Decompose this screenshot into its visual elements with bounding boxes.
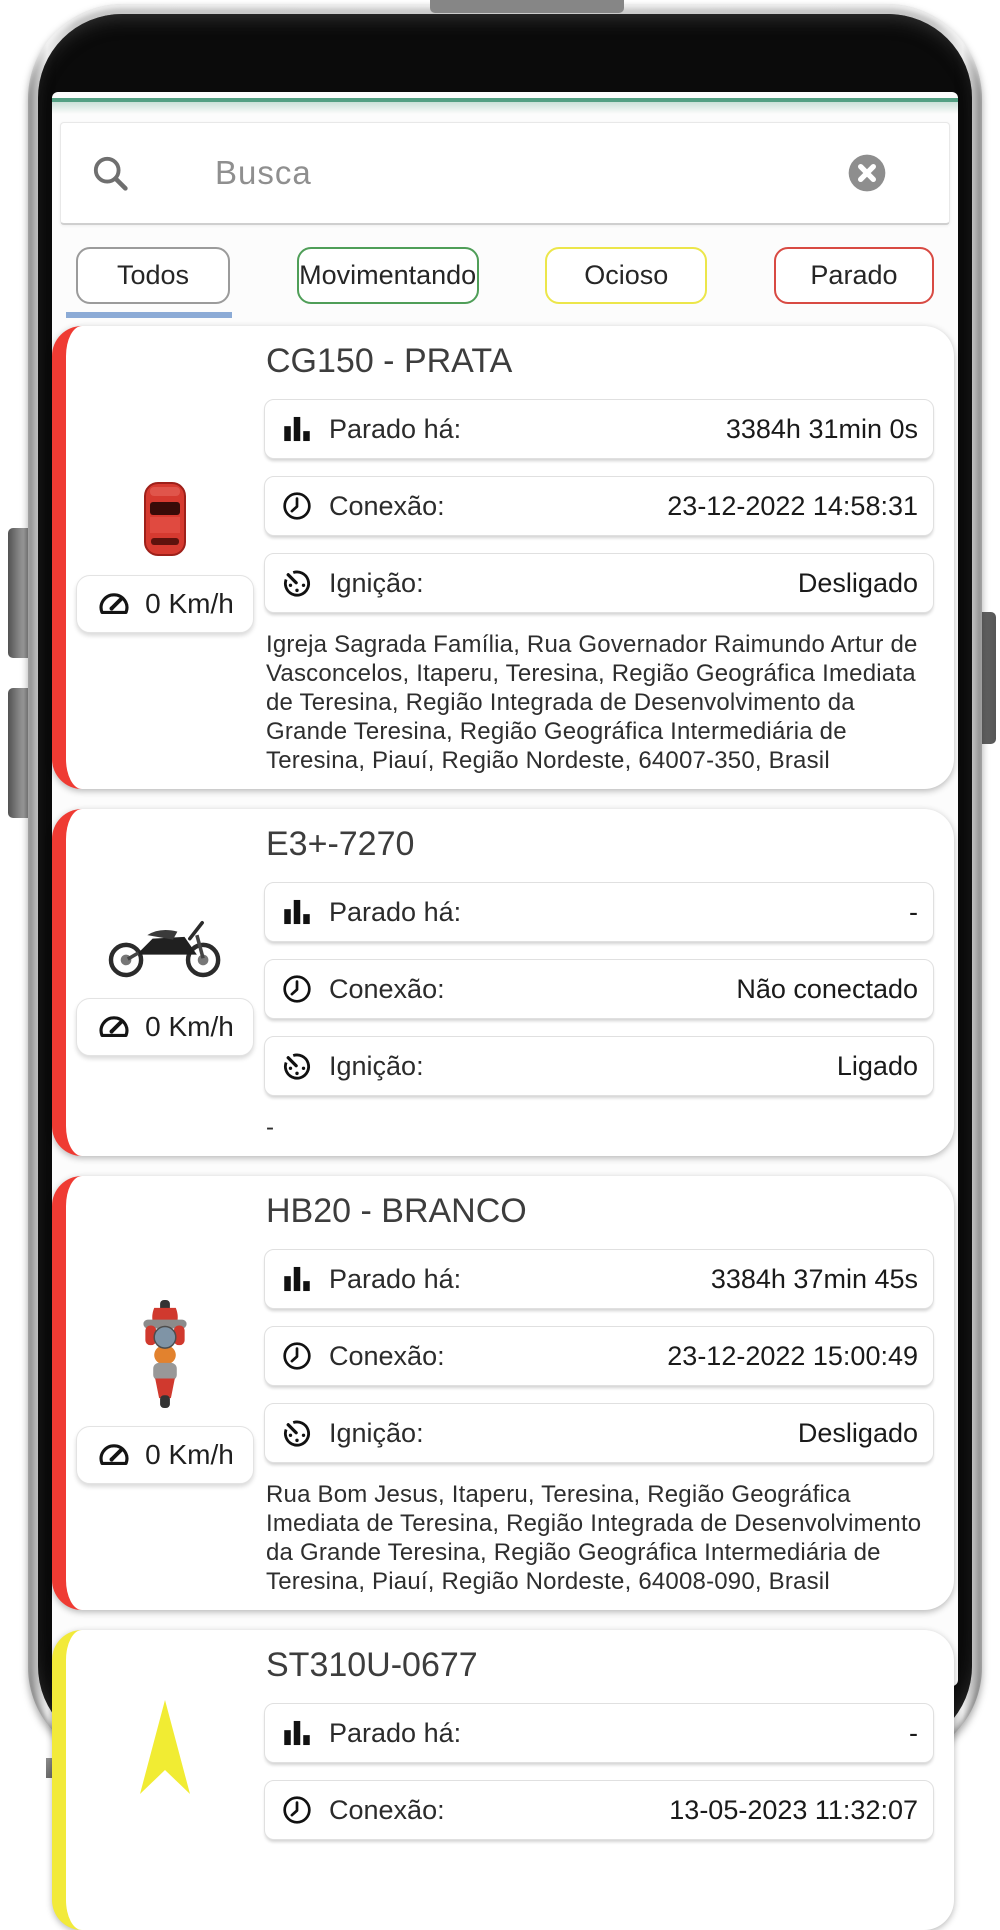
stopped-row [264, 399, 934, 459]
motorcycle-side-icon [103, 908, 227, 980]
vehicle-address: Rua Bom Jesus, Itaperu, Teresina, Região Geográfica Imediata de Teresina, Região Integrada de Desenvolvimento da Grande Teresina, Região Geográfica Intermediária de Teresina, Piauí, Região Nordeste, 64008-090, Brasil [266, 1481, 922, 1595]
speed-value: 0 Km/h [145, 1439, 234, 1470]
ignition-label: Ignição: [329, 1417, 424, 1448]
filter-chips [76, 247, 934, 304]
connection-label: Conexão: [329, 1794, 445, 1825]
filter-parado[interactable]: Parado [774, 247, 934, 304]
vehicle-card[interactable] [52, 1176, 954, 1610]
speed-chip [76, 575, 254, 633]
ignition-timer-icon [280, 1416, 314, 1450]
stopped-row [264, 882, 934, 942]
status-accent-fade [52, 102, 958, 114]
nav-arrow-yellow-icon [134, 1698, 196, 1802]
speed-value: 0 Km/h [145, 1010, 234, 1042]
connection-row [264, 476, 934, 536]
connection-label: Conexão: [329, 1340, 445, 1371]
clock-icon [280, 1339, 314, 1373]
ignition-label: Ignição: [329, 1050, 424, 1081]
vehicle-title: CG150 - PRATA [266, 342, 513, 380]
bar-chart-icon [280, 895, 314, 929]
connection-value: 13-05-2023 11:32:07 [669, 1794, 918, 1825]
connection-value: 23-12-2022 15:00:49 [667, 1340, 918, 1371]
search-icon [89, 152, 131, 194]
speedometer-icon [96, 586, 132, 622]
search-bar [60, 122, 950, 225]
stopped-label: Parado há: [329, 1263, 462, 1294]
vehicle-address: - [266, 1114, 275, 1141]
ignition-label: Ignição: [329, 567, 424, 598]
speedometer-icon [96, 1437, 132, 1473]
speed-chip [76, 1426, 254, 1484]
filter-movimentando[interactable]: Movimentando [297, 247, 479, 304]
stopped-label: Parado há: [329, 413, 462, 444]
clock-icon [280, 1793, 314, 1827]
bar-chart-icon [280, 1262, 314, 1296]
ignition-timer-icon [280, 566, 314, 600]
stopped-label: Parado há: [329, 1717, 462, 1748]
phone-frame [28, 4, 982, 1825]
vehicle-title: ST310U-0677 [266, 1646, 478, 1684]
circle-x-icon [847, 153, 887, 193]
active-filter-underline [66, 312, 232, 318]
vehicle-list[interactable] [52, 326, 958, 1930]
filter-todos[interactable]: Todos [76, 247, 230, 304]
speedometer-icon [96, 1009, 132, 1045]
stopped-row [264, 1249, 934, 1309]
phone-bezel [38, 14, 972, 1825]
stopped-value: - [909, 1717, 918, 1748]
stopped-value: 3384h 31min 0s [725, 413, 918, 444]
stopped-label: Parado há: [329, 896, 462, 927]
phone-top-tab [430, 0, 624, 13]
ignition-row [264, 1036, 934, 1096]
speed-chip [76, 998, 254, 1056]
app-screen [52, 92, 958, 1825]
motorcycle-rider-top-icon [141, 1300, 189, 1408]
bar-chart-icon [280, 1716, 314, 1750]
ignition-row [264, 553, 934, 613]
vehicle-title: HB20 - BRANCO [266, 1192, 527, 1230]
connection-label: Conexão: [329, 973, 445, 1004]
ignition-value: Desligado [797, 1417, 918, 1448]
stopped-row [264, 1703, 934, 1763]
vehicle-card[interactable] [52, 1630, 954, 1930]
ignition-row [264, 1403, 934, 1463]
search-input[interactable] [213, 153, 847, 193]
ignition-timer-icon [280, 1049, 314, 1083]
clear-search-button[interactable] [847, 153, 887, 193]
car-top-red-icon [142, 481, 188, 557]
connection-value: Não conectado [736, 973, 918, 1004]
bar-chart-icon [280, 412, 314, 446]
ignition-value: Desligado [797, 567, 918, 598]
vehicle-address: Igreja Sagrada Família, Rua Governador Raimundo Artur de Vasconcelos, Itaperu, Teresina, Região Geográfica Imediata de Teresina, Região Integrada de Desenvolvimento da Grande Teresina, Região Geográfica Intermediária de Teresina, Piauí, Região Nordeste, 64007-350, Brasil [266, 631, 918, 774]
stopped-value: - [909, 896, 918, 927]
connection-value: 23-12-2022 14:58:31 [667, 490, 918, 521]
filter-ocioso[interactable]: Ocioso [545, 247, 707, 304]
connection-row [264, 1326, 934, 1386]
clock-icon [280, 489, 314, 523]
ignition-value: Ligado [836, 1050, 918, 1081]
vehicle-title: E3+-7270 [266, 825, 415, 863]
speed-value: 0 Km/h [145, 587, 234, 619]
connection-row [264, 1780, 934, 1840]
vehicle-card[interactable] [52, 809, 954, 1156]
stopped-value: 3384h 37min 45s [710, 1263, 918, 1294]
clock-icon [280, 972, 314, 1006]
vehicle-card[interactable] [52, 326, 954, 789]
connection-row [264, 959, 934, 1019]
connection-label: Conexão: [329, 490, 445, 521]
